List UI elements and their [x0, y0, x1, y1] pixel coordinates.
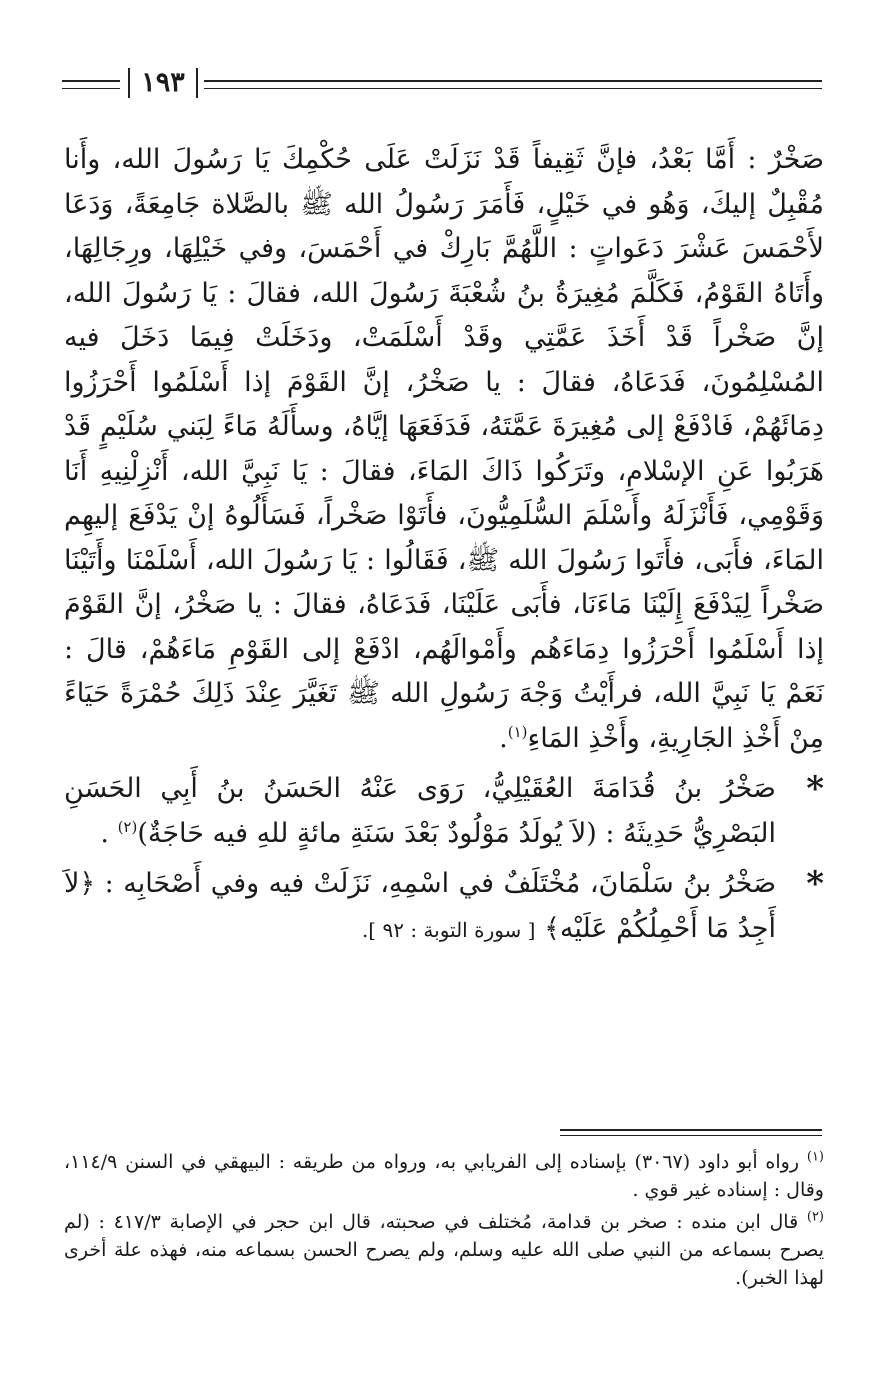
entry-sakhr-bin-salman — [64, 862, 824, 952]
header-rule-right — [204, 80, 822, 89]
header-divider-left — [128, 68, 130, 98]
entry-sakhr-bin-qudama — [64, 767, 824, 856]
footnote-2 — [64, 1208, 824, 1292]
narration-paragraph — [64, 138, 824, 761]
entry-end: . — [100, 817, 118, 849]
page-number: ١٩٣ — [141, 67, 185, 98]
footnote-1 — [64, 1148, 824, 1204]
footnote-ref-1: (١) — [507, 722, 528, 741]
asterisk-icon: * — [806, 864, 824, 904]
footnotes — [64, 1148, 824, 1296]
narration-text: صَخْرٌ : أَمَّا بَعْدُ، فإنَّ ثَقِيفاً قَدْ نَزَلَتْ عَلَى حُكْمِكَ يَا رَسُولَ الله، وأَنا مُقْبِلٌ إليكَ، وَهُو في خَيْلٍ، فَأَمَرَ رَسُولُ الله ﷺ بالصَّلاة جَامِعَةً، وَدَعَا لأَحْمَسَ عَشْرَ دَعَواتٍ : اللَّهُمَّ بَارِكْ في أَحْمَسَ، وفي خَيْلِهَا، ورِجَالِهَا، وأَتَاهُ القَوْمُ، فَكَلَّمَ مُغِيرَةُ بنُ شُعْبَةَ رَسُولَ الله، فقالَ : يَا رَسُولَ الله، إنَّ صَخْراً قَدْ أَخَذَ عَمَّتِي وقَدْ أَسْلَمَتْ، ودَخَلَتْ فِيمَا دَخَلَ فيه المُسْلِمُونَ، فَدَعَاهُ، فقالَ : يا صَخْرُ، إنَّ القَوْمَ إذا أَسْلَمُوا أَحْرَزُوا دِمَائَهُمْ، فَادْفَعْ إلى مُغِيرَةَ عَمَّتَهُ، فَدَفَعَهَا إيَّاهُ، وسأَلَهُ مَاءً لِبَني سُلَيْمٍ قَدْ هَرَبُوا عَنِ الإسْلامِ، وتَرَكُوا ذَاكَ المَاءَ، فقالَ : يَا نَبِيَّ الله، أَنْزِلْنِيهِ أَنَا وَقَوْمِي، فَأَنْزَلَهُ وأَسْلَمَ السُّلَمِيُّونَ، فأَتَوْا صَخْراً، فَسَأَلُوهُ إنْ يَدْفَعَ إليهِم المَاءَ، فأَبَى، فأَتَوا رَسُولَ الله ﷺ، فَقَالُوا : يَا رَسُولَ الله، أَسْلَمْنَا وأَتَيْنَا صَخْراً لِيَدْفَعَ إِلَيْنَا مَاءَنَا، فأَبَى عَلَيْنَا، فَدَعَاهُ، فقالَ : يا صَخْرُ، إنَّ القَوْمَ إذا أَسْلَمُوا أَحْرَزُوا دِمَاءَهُم وأَمْوالَهُم، ادْفَعْ إلى القَوْمِ مَاءَهُمْ، قالَ : نَعَمْ يَا نَبِيَّ الله، فرأَيْتُ وَجْهَ رَسُولِ الله ﷺ تَغَيَّرَ عِنْدَ ذَلِكَ حُمْرَةً حَيَاءً مِنْ أَخْذِ الجَارِيةِ، وأَخْذِ المَاءِ — [64, 144, 824, 754]
footnote-text: قال ابن منده : صخر بن قدامة، مُختلف في صحبته، قال ابن حجر في الإصابة ٤١٧/٣ : (لم يصرح بسماعه من النبي صلى الله عليه وسلم، ولم يصرح الحسن بسماعه منه، فهذه علة أخرى لهذا الخبر). — [64, 1211, 824, 1289]
surah-reference: [ سورة التوبة : ٩٢ ]. — [361, 917, 536, 942]
footnote-mark: (٢) — [806, 1209, 824, 1225]
narration-end: . — [499, 722, 508, 754]
footnote-text: رواه أبو داود (٣٠٦٧) بإسناده إلى الفريابي به، ورواه من طريقه : البيهقي في السنن ١١٤/٩، وقال : إسناده غير قوي . — [64, 1151, 824, 1201]
footnote-mark: (١) — [806, 1149, 824, 1165]
footnote-ref-2: (٢) — [117, 817, 138, 836]
header-rule-left — [62, 80, 120, 89]
main-text — [64, 138, 824, 952]
header-divider-right — [196, 68, 198, 98]
footnote-separator — [560, 1129, 822, 1136]
page-header — [62, 64, 822, 108]
asterisk-icon: * — [806, 769, 824, 809]
entry-text: صَخْرُ بنُ قُدَامَةَ العُقَيْلِيُّ، رَوَى عَنْهُ الحَسَنُ بنُ أَبِي الحَسَنِ البَصْرِيُّ حَدِيثَهُ : (لاَ يُولَدُ مَوْلُودٌ بَعْدَ سَنَةِ مائةٍ للهِ فيه حَاجَةٌ) — [64, 773, 776, 849]
entry-text: صَخْرُ بنُ سَلْمَانَ، مُخْتَلَفٌ في اسْمِهِ، نَزَلَتْ فيه وفي أَصْحَابِه : ﴿لاَ أَجِدُ مَا أَحْمِلُكُمْ عَلَيْه﴾ — [64, 868, 776, 944]
